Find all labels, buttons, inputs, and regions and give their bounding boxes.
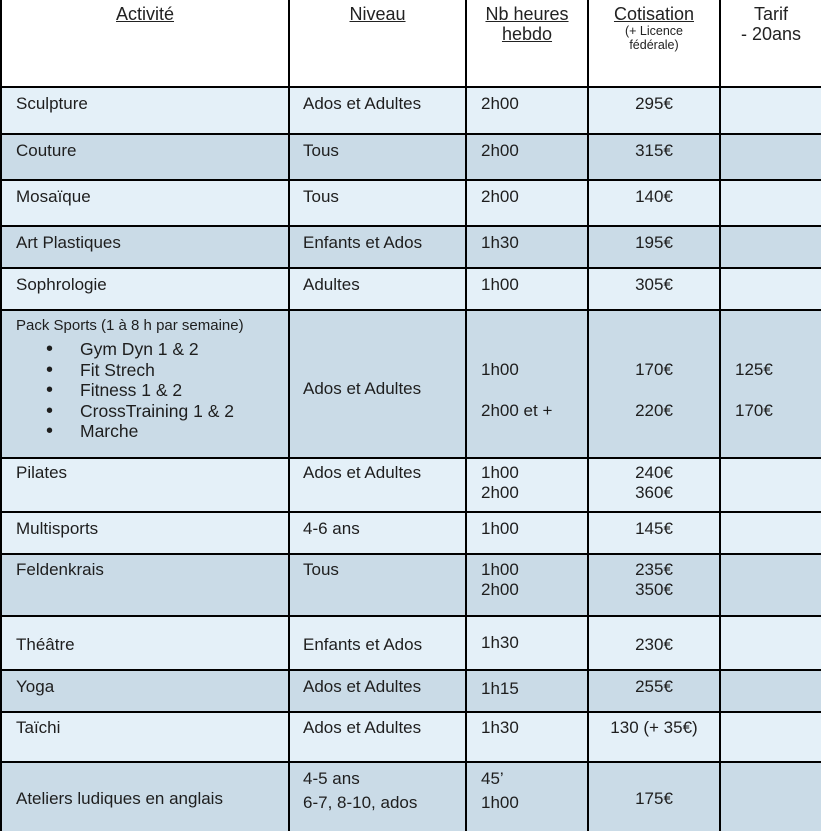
activity-youth-price: 170€ <box>735 401 773 420</box>
table-row-cell <box>290 617 465 669</box>
activity-level: Tous <box>303 141 339 160</box>
table-row-cell <box>589 763 719 831</box>
table-row-cell <box>721 459 821 511</box>
activity-level: Enfants et Ados <box>303 635 423 654</box>
activity-price: 175€ <box>635 789 673 808</box>
activity-level: Adultes <box>303 275 360 294</box>
table-row-cell <box>290 459 465 511</box>
table-row-cell <box>290 763 465 831</box>
table-row-cell <box>467 311 587 457</box>
activity-name: Sculpture <box>16 94 88 113</box>
activity-hours: 1h30 <box>481 233 519 252</box>
table-row-cell <box>467 555 587 615</box>
activity-name: Sophrologie <box>16 275 107 294</box>
activity-level: Ados et Adultes <box>303 94 422 113</box>
header-niveau-label: Niveau <box>349 4 406 24</box>
table-row-cell <box>2 227 288 267</box>
table-row-cell <box>467 459 587 511</box>
header-activite <box>2 0 288 86</box>
pack-sports-list <box>16 339 288 442</box>
header-tarif-line2: - 20ans <box>740 24 802 44</box>
activity-level: Ados et Adultes <box>303 463 422 482</box>
activity-price: 360€ <box>635 483 673 502</box>
table-row-cell <box>589 459 719 511</box>
table-row-cell <box>2 88 288 133</box>
activity-hours: 2h00 <box>481 141 519 160</box>
table-row-cell <box>467 269 587 309</box>
table-row-cell <box>589 311 719 457</box>
table-row-cell <box>2 763 288 831</box>
table-row-cell <box>467 227 587 267</box>
activity-price: 350€ <box>635 580 673 599</box>
table-row-cell <box>467 671 587 711</box>
activity-name: Mosaïque <box>16 187 91 206</box>
table-row-cell <box>467 763 587 831</box>
table-row-cell <box>2 617 288 669</box>
table-row-cell <box>2 181 288 225</box>
table-row-cell <box>467 513 587 553</box>
activity-name: Pilates <box>16 463 68 482</box>
table-row-cell <box>2 513 288 553</box>
activity-hours: 1h30 <box>481 718 519 737</box>
table-row-cell <box>290 555 465 615</box>
activity-price: 195€ <box>635 233 673 252</box>
table-row-cell <box>721 227 821 267</box>
activity-price: 140€ <box>635 187 673 206</box>
activity-hours: 2h00 et + <box>481 401 553 420</box>
header-cotisation <box>589 0 719 86</box>
list-item: • Fitness 1 & 2 <box>80 380 288 401</box>
activity-name: Yoga <box>16 677 55 696</box>
table-row-cell <box>589 713 719 761</box>
activity-hours: 1h00 <box>481 275 519 294</box>
list-item: • Fit Strech <box>80 360 288 381</box>
header-heures-line1: Nb heures <box>485 4 569 24</box>
activity-name: Taïchi <box>16 718 61 737</box>
table-row-cell <box>290 88 465 133</box>
activity-hours: 2h00 <box>481 483 519 502</box>
activity-level: Ados et Adultes <box>303 718 422 737</box>
table-row-cell <box>290 269 465 309</box>
activity-price: 315€ <box>635 141 673 160</box>
table-row-cell <box>721 513 821 553</box>
pack-sports-title: Pack Sports (1 à 8 h par semaine) <box>16 317 244 334</box>
activity-hours: 1h00 <box>481 519 519 538</box>
header-heures-line2: hebdo <box>501 24 553 44</box>
activity-level: Tous <box>303 560 339 579</box>
list-item: • CrossTraining 1 & 2 <box>80 401 288 422</box>
table-row-cell <box>589 88 719 133</box>
table-row-cell <box>2 671 288 711</box>
activity-level: 4-6 ans <box>303 519 360 538</box>
activity-price: 230€ <box>635 635 673 654</box>
table-row-cell <box>290 311 465 457</box>
header-cotisation-note1: (+ Licence <box>624 24 684 38</box>
activity-name: Multisports <box>16 519 99 538</box>
activity-price: 305€ <box>635 275 673 294</box>
activity-price: 220€ <box>635 401 673 420</box>
activity-hours: 2h00 <box>481 580 519 599</box>
table-row-cell <box>290 713 465 761</box>
activity-name: Feldenkrais <box>16 560 104 579</box>
header-niveau <box>290 0 465 86</box>
activity-hours: 2h00 <box>481 94 519 113</box>
table-row-cell <box>589 135 719 179</box>
table-row-cell <box>589 181 719 225</box>
activity-name: Art Plastiques <box>16 233 121 252</box>
header-cotisation-note2: fédérale) <box>629 38 679 52</box>
activity-name: Ateliers ludiques en anglais <box>16 789 223 808</box>
table-row-cell <box>2 269 288 309</box>
table-row-cell <box>290 135 465 179</box>
activity-hours: 1h15 <box>481 679 519 698</box>
activity-level: Enfants et Ados <box>303 233 423 252</box>
table-row-cell <box>721 763 821 831</box>
activity-name: Couture <box>16 141 77 160</box>
header-tarif <box>721 0 821 86</box>
table-row-cell <box>290 227 465 267</box>
activity-price: 145€ <box>635 519 673 538</box>
activity-hours: 1h00 <box>481 793 519 812</box>
table-row-cell <box>589 671 719 711</box>
table-row-cell <box>290 671 465 711</box>
table-row-cell <box>290 181 465 225</box>
table-row-cell <box>467 617 587 669</box>
header-heures <box>467 0 587 86</box>
activity-price: 235€ <box>635 560 673 579</box>
activity-hours: 1h00 <box>481 360 519 379</box>
activity-price: 295€ <box>635 94 673 113</box>
list-item: • Marche <box>80 421 288 442</box>
table-row-cell <box>2 713 288 761</box>
table-row-cell <box>721 135 821 179</box>
table-row-cell <box>290 513 465 553</box>
table-row-cell <box>721 555 821 615</box>
activity-hours: 1h00 <box>481 463 519 482</box>
activity-level: 6-7, 8-10, ados <box>303 793 418 812</box>
table-row-cell <box>467 181 587 225</box>
table-row-cell <box>589 513 719 553</box>
table-row-cell <box>467 135 587 179</box>
activity-price: 240€ <box>635 463 673 482</box>
table-row-cell <box>2 459 288 511</box>
table-row-cell <box>721 671 821 711</box>
table-row-cell <box>589 269 719 309</box>
table-row-cell <box>2 135 288 179</box>
activity-hours: 2h00 <box>481 187 519 206</box>
activity-hours: 1h30 <box>481 633 519 652</box>
table-row-cell <box>467 88 587 133</box>
table-row-cell <box>721 311 821 457</box>
table-row-cell <box>721 713 821 761</box>
list-item: • Gym Dyn 1 & 2 <box>80 339 288 360</box>
activity-price: 255€ <box>635 677 673 696</box>
activity-price: 130 (+ 35€) <box>610 718 698 737</box>
activity-level: 4-5 ans <box>303 769 360 788</box>
table-row-cell <box>467 713 587 761</box>
table-row-cell <box>2 555 288 615</box>
table-row-cell <box>721 181 821 225</box>
table-row-cell <box>721 88 821 133</box>
activity-level: Ados et Adultes <box>303 677 422 696</box>
activity-hours: 45’ <box>481 769 504 788</box>
table-row-cell <box>721 617 821 669</box>
table-row-cell <box>589 555 719 615</box>
activity-name: Théâtre <box>16 635 75 654</box>
activity-price: 170€ <box>635 360 673 379</box>
pack-sports-cell <box>2 311 288 457</box>
header-cotisation-label: Cotisation <box>613 4 695 24</box>
activity-level: Ados et Adultes <box>303 379 422 398</box>
table-row-cell <box>589 227 719 267</box>
header-tarif-line1: Tarif <box>753 4 788 24</box>
activity-hours: 1h00 <box>481 560 519 579</box>
activity-youth-price: 125€ <box>735 360 773 379</box>
activity-level: Tous <box>303 187 339 206</box>
header-activite-label: Activité <box>115 4 175 24</box>
table-row-cell <box>589 617 719 669</box>
table-row-cell <box>721 269 821 309</box>
